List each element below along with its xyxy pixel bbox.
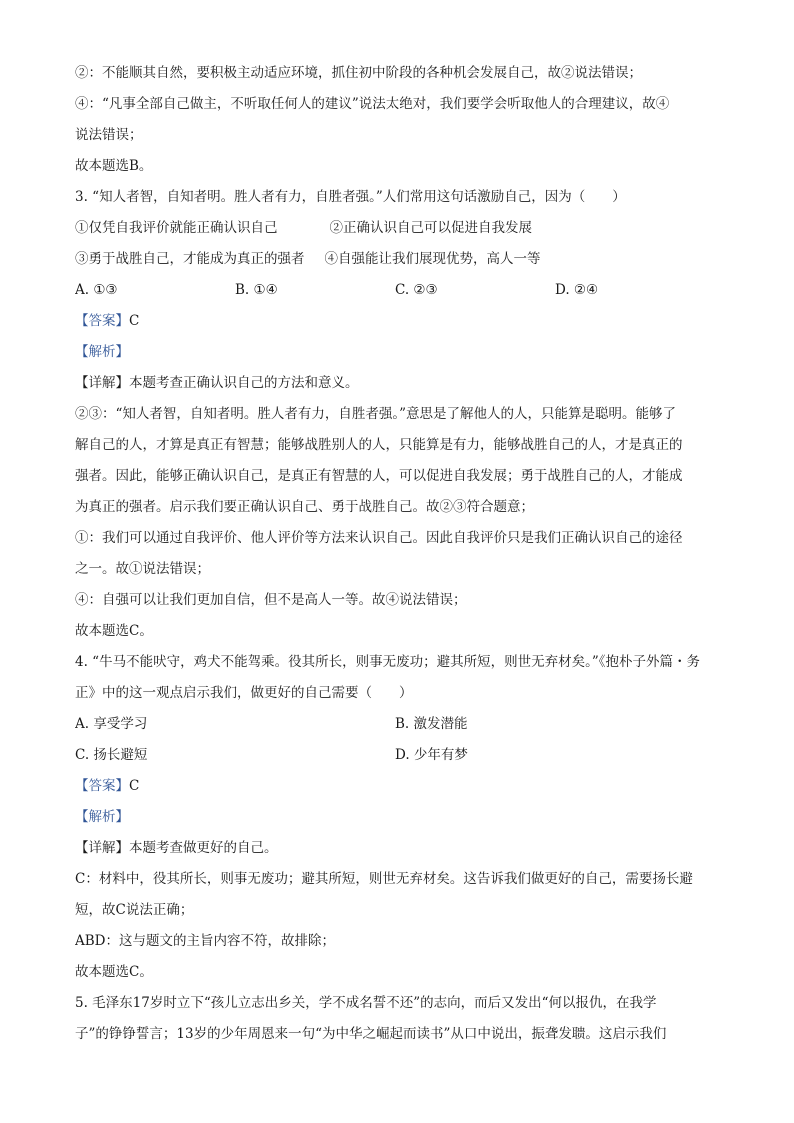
question-3-statements-row-2 (75, 244, 715, 275)
question-3-stem: 3. “知人者智，自知者明。胜人者有力，自胜者强。”人们常用这句话激励自己，因为（ ） (75, 189, 626, 205)
explanation-line: ④：自强可以让我们更加自信，但不是高人一等。故④说法错误； (75, 592, 467, 608)
explanation-line: 短，故C说法正确； (75, 902, 194, 918)
analysis-line: ④：“凡事全部自己做主，不听取任何人的建议”说法太绝对，我们要学会听取他人的合理建议，故④ (75, 96, 670, 112)
option-c: C. 扬长避短 (75, 747, 148, 763)
statement: ④自强能让我们展现优势，高人一等 (324, 251, 541, 267)
analysis-line: ②：不能顺其自然，要积极主动适应环境，抓住初中阶段的各种机会发展自己，故②说法错误； (75, 65, 642, 81)
option-d: D. 少年有梦 (395, 747, 468, 763)
analysis-label: 【解析】 (75, 344, 129, 360)
option-b: B. ①④ (235, 282, 278, 298)
explanation-line: C：材料中，役其所长，则事无废功；避其所短，则世无弃材矣。这告诉我们做更好的自己，需要扬长避 (75, 871, 693, 887)
option-d: D. ②④ (555, 282, 599, 298)
answer-line (75, 771, 715, 802)
analysis-line: 说法错误； (75, 127, 143, 143)
detail-line: 【详解】本题考查做更好的自己。 (75, 840, 278, 856)
conclusion-line: 故本题选B。 (75, 158, 153, 174)
explanation-line: ABD：这与题文的主旨内容不符，故排除； (75, 933, 335, 949)
statement: ③勇于战胜自己，才能成为真正的强者 (75, 251, 305, 267)
conclusion-line: 故本题选C。 (75, 964, 153, 980)
option-c: C. ②③ (395, 282, 438, 298)
option-a: A. ①③ (75, 282, 118, 298)
explanation-line: 之一。故①说法错误； (75, 561, 210, 577)
option-a: A. 享受学习 (75, 716, 148, 732)
question-3-options (75, 275, 715, 306)
document-body (75, 58, 715, 1050)
option-b: B. 激发潜能 (395, 716, 468, 732)
statement: ①仅凭自我评价就能正确认识自己 (75, 220, 278, 236)
conclusion-line: 故本题选C。 (75, 623, 153, 639)
statement: ②正确认识自己可以促进自我发展 (329, 220, 532, 236)
question-4-stem: 正》中的这一观点启示我们，做更好的自己需要（ ） (75, 685, 413, 701)
explanation-line: 解自己的人，才算是真正有智慧；能够战胜别人的人，只能算是有力，能够战胜自己的人，才是真正的 (75, 437, 683, 453)
answer-value: C (129, 313, 140, 329)
question-3-statements-row-1 (75, 213, 715, 244)
question-4-options-row-1 (75, 709, 715, 740)
analysis-label: 【解析】 (75, 809, 129, 825)
explanation-line: ①：我们可以通过自我评价、他人评价等方法来认识自己。因此自我评价只是我们正确认识自己的途径 (75, 530, 683, 546)
question-4-stem: 4. “牛马不能吠守，鸡犬不能驾乘。役其所长，则事无废功；避其所短，则世无弃材矣。”《抱朴子外篇・务 (75, 654, 700, 670)
answer-value: C (129, 778, 140, 794)
explanation-line: 强者。因此，能够正确认识自己，是真正有智慧的人，可以促进自我发展；勇于战胜自己的人，才能成 (75, 468, 683, 484)
question-5-stem: 子”的铮铮誓言；13岁的少年周恩来一句“为中华之崛起而读书”从口中说出，振聋发聩。这启示我们 (75, 1026, 667, 1042)
answer-label: 【答案】 (75, 778, 129, 794)
detail-line: 【详解】本题考查正确认识自己的方法和意义。 (75, 375, 359, 391)
answer-label: 【答案】 (75, 313, 129, 329)
explanation-line: ②③：“知人者智，自知者明。胜人者有力，自胜者强。”意思是了解他人的人，只能算是聪明。能够了 (75, 406, 677, 422)
answer-line (75, 306, 715, 337)
explanation-line: 为真正的强者。启示我们要正确认识自己、勇于战胜自己。故②③符合题意； (75, 499, 534, 515)
question-4-options-row-2 (75, 740, 715, 771)
question-5-stem: 5. 毛泽东17岁时立下“孩儿立志出乡关，学不成名誓不还”的志向，而后又发出“何以报仇，在我学 (75, 995, 657, 1011)
